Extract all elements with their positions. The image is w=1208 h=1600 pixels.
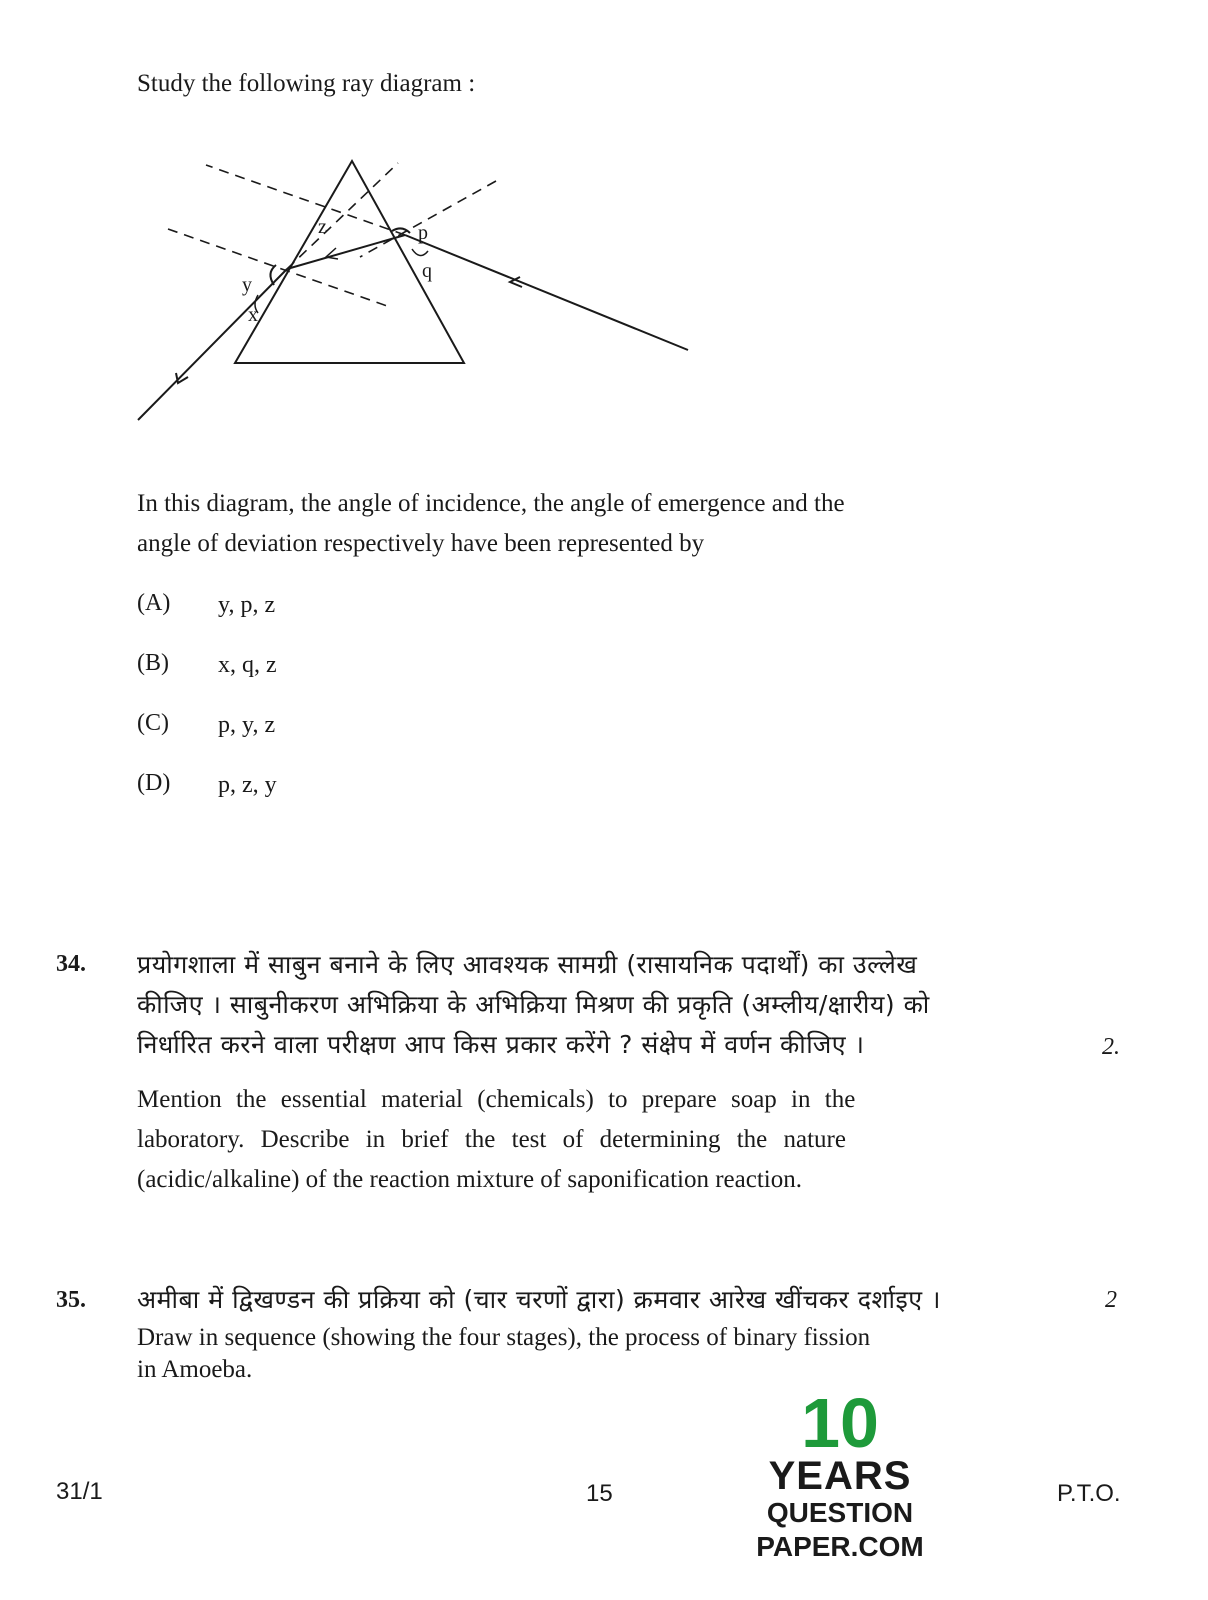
q34-hindi-line1: प्रयोगशाला में साबुन बनाने के लिए आवश्यक सामग्री (रासायनिक पदार्थों) का उल्लेख xyxy=(137,950,918,979)
q34-english-line1: Mention the essential material (chemicals) to prepare soap in the xyxy=(137,1086,856,1113)
site-logo xyxy=(700,1384,980,1564)
q34-marks: 2. xyxy=(1102,1034,1120,1060)
q34-english-line3: (acidic/alkaline) of the reaction mixture of saponification reaction. xyxy=(137,1166,802,1193)
option-c-text: p, y, z xyxy=(218,712,276,738)
label-q: q xyxy=(422,260,432,282)
label-z: z xyxy=(318,216,327,238)
page-number: 15 xyxy=(586,1480,613,1507)
pto-label: P.T.O. xyxy=(1057,1480,1121,1507)
normal-right xyxy=(360,181,496,257)
emergent-ray xyxy=(138,269,287,420)
paper-code: 31/1 xyxy=(56,1478,103,1505)
q35-number: 35. xyxy=(56,1287,86,1313)
option-b-letter: (B) xyxy=(137,650,169,676)
logo-years: YEARS xyxy=(768,1454,912,1498)
q33-stem-line2: angle of deviation respectively have been represented by xyxy=(137,530,705,557)
option-a-text: y, p, z xyxy=(218,592,276,618)
option-d-text: p, z, y xyxy=(218,772,277,798)
option-d-letter: (D) xyxy=(137,770,171,796)
logo-number: 10 xyxy=(801,1384,879,1462)
q34-hindi-line2: कीजिए । साबुनीकरण अभिक्रिया के अभिक्रिया मिश्रण की प्रकृति (अम्लीय/क्षारीय) को xyxy=(137,990,930,1019)
intro-text: Study the following ray diagram : xyxy=(137,70,476,97)
normal-left xyxy=(168,229,390,307)
angle-arc-p xyxy=(392,228,410,233)
option-b-text: x, q, z xyxy=(218,652,277,678)
refracted-arrow xyxy=(326,248,338,259)
q33-stem-line1: In this diagram, the angle of incidence, the angle of emergence and the xyxy=(137,490,845,517)
logo-site: QUESTION PAPER.COM xyxy=(756,1497,924,1562)
q35-english-line2: in Amoeba. xyxy=(137,1356,253,1383)
q34-hindi-line3: निर्धारित करने वाला परीक्षण आप किस प्रकार करेंगे ? संक्षेप में वर्णन कीजिए । xyxy=(137,1030,865,1059)
option-a-letter: (A) xyxy=(137,590,171,616)
q34-english-line2: laboratory. Describe in brief the test of determining the nature xyxy=(137,1126,846,1153)
angle-arc-q xyxy=(412,249,428,256)
option-c-letter: (C) xyxy=(137,710,169,736)
label-x: x xyxy=(248,304,258,326)
extended-incident xyxy=(206,165,405,235)
q35-marks: 2 xyxy=(1105,1287,1117,1313)
label-p: p xyxy=(418,222,428,244)
q34-number: 34. xyxy=(56,951,86,977)
label-y: y xyxy=(242,274,252,296)
q35-hindi: अमीबा में द्विखण्डन की प्रक्रिया को (चार चरणों द्वारा) क्रमवार आरेख खींचकर दर्शाइए । xyxy=(137,1285,941,1314)
q35-english-line1: Draw in sequence (showing the four stages), the process of binary fission xyxy=(137,1324,871,1351)
ray-diagram xyxy=(120,145,700,435)
